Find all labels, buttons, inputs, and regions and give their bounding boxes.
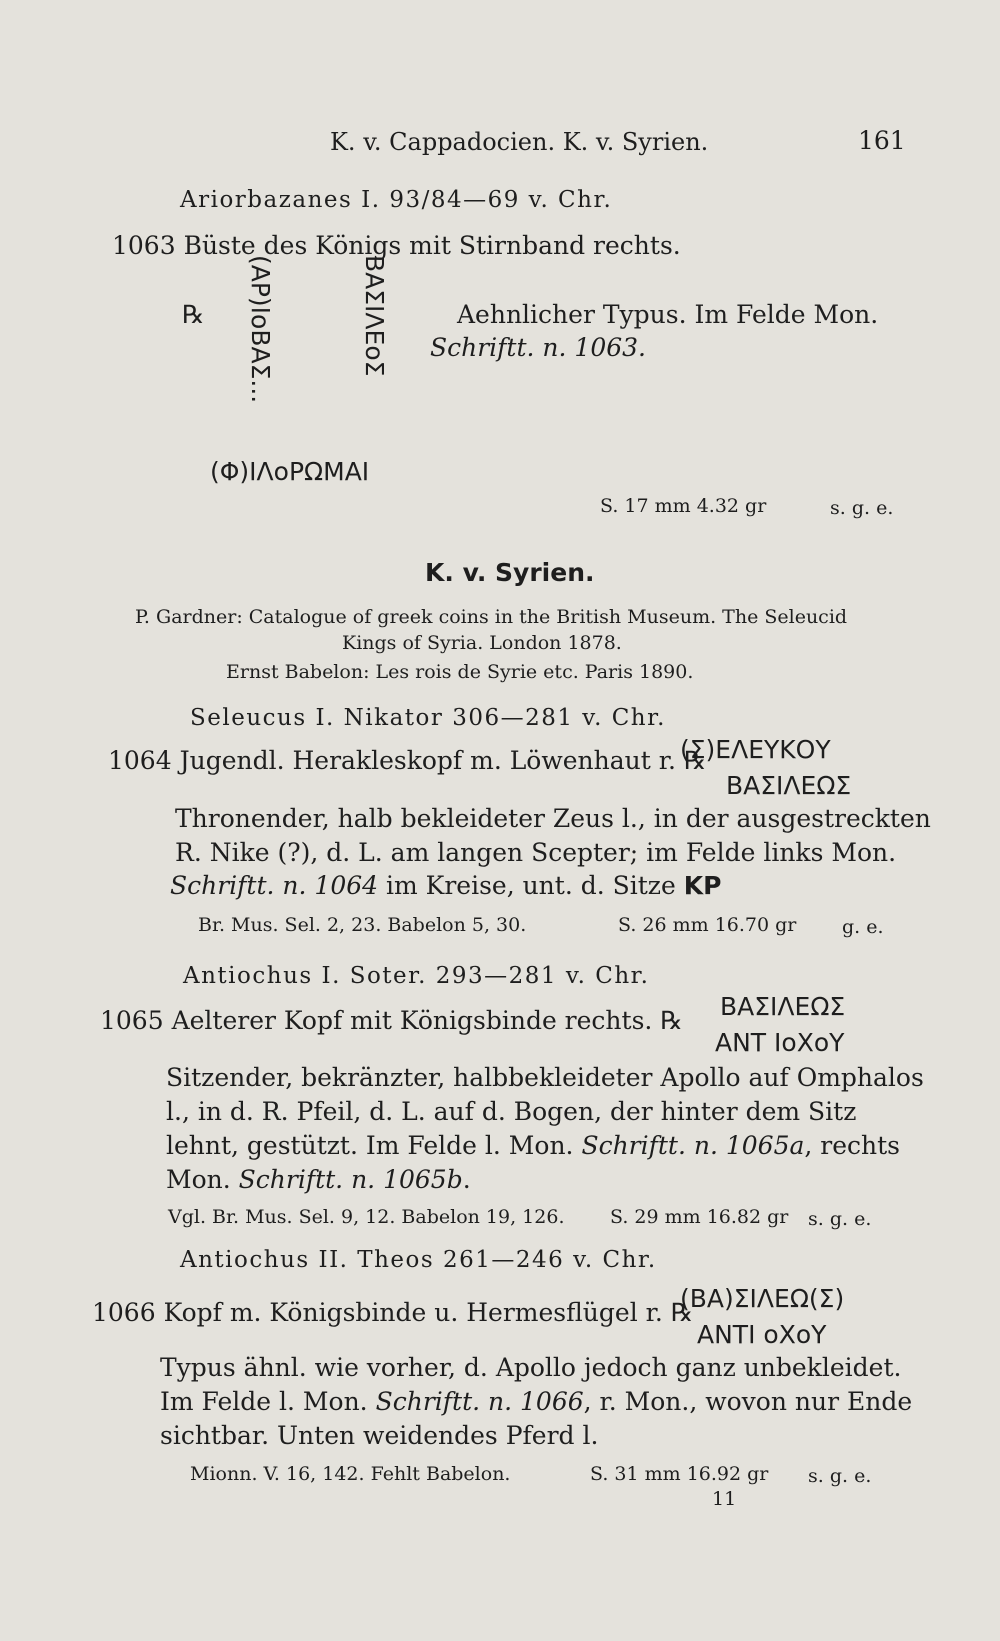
entry-number: 1063	[112, 231, 176, 260]
entry-1066-line3	[160, 1389, 912, 1414]
entry-1064-line3: R. Nike (?), d. L. am langen Scepter; im Felde links Mon.	[175, 838, 897, 867]
entry-1066-line1: 1066 Kopf m. Königsbinde u. Hermesflügel r. ℞	[92, 1298, 694, 1327]
section-title-antiochus-1: Antiochus I. Soter. 293—281 v. Chr.	[183, 963, 650, 989]
greek-mark: ΚΡ	[683, 871, 722, 900]
entry-1065-line5	[166, 1167, 471, 1192]
entry-1063-reverse-line2: Schriftt. n. 1063.	[430, 333, 646, 362]
entry-1065-greek-bottom: ΑΝΤ ΙoΧoΥ	[715, 1028, 845, 1057]
line-text: , r. Mon., wovon nur Ende	[583, 1387, 913, 1416]
entry-1064-greek-top: (Σ)ΕΛΕΥΚΟΥ	[680, 735, 831, 764]
running-title: K. v. Cappadocien. K. v. Syrien.	[330, 128, 709, 156]
line-text: lehnt, gestützt. Im Felde l. Mon.	[166, 1131, 574, 1160]
schriftt-ref: Schriftt. n. 1066	[375, 1387, 584, 1416]
entry-1063-reverse-line1: Aehnlicher Typus. Im Felde Mon.	[457, 300, 879, 329]
entry-1064-line2: Thronender, halb bekleideter Zeus l., in der ausgestreckten	[175, 804, 931, 833]
legend-left-vertical: (ΑΡ)ΙοΒΑΣ...	[246, 255, 275, 404]
schriftt-ref: Schriftt. n. 1065b	[238, 1165, 463, 1194]
legend-right-vertical: ΒΑΣΙΛΕoΣ	[360, 255, 389, 377]
entry-1065-greek-top: ΒΑΣΙΛΕΩΣ	[720, 992, 846, 1021]
entry-1064-meta-size: S. 26 mm 16.70 gr	[618, 914, 797, 936]
line-text: im Kreise, unt. d. Sitze	[386, 871, 676, 900]
entry-1066-meta: Mionn. V. 16, 142. Fehlt Babelon.	[190, 1463, 511, 1485]
line-text: .	[462, 1165, 471, 1194]
entry-1066-greek-bottom: ΑΝΤΙ oΧoΥ	[697, 1320, 827, 1349]
entry-1064-greek-bottom: ΒΑΣΙΛΕΩΣ	[726, 771, 852, 800]
reference-gardner-line2: Kings of Syria. London 1878.	[342, 632, 622, 654]
entry-1063-meta-grade: s. g. e.	[830, 497, 894, 519]
section-heading-syrien: K. v. Syrien.	[425, 558, 595, 587]
schriftt-ref: Schriftt. n. 1064	[170, 871, 379, 900]
obverse-text: Büste des Königs mit Stirnband rechts.	[183, 231, 681, 260]
section-title-antiochus-2: Antiochus II. Theos 261—246 v. Chr.	[180, 1247, 657, 1273]
schriftt-ref: Schriftt. n. 1065a	[581, 1131, 805, 1160]
entry-1063-obverse	[112, 233, 681, 258]
entry-1064-line4	[170, 873, 721, 898]
entry-1065-meta-size: S. 29 mm 16.82 gr	[610, 1206, 789, 1228]
line-text: Im Felde l. Mon.	[160, 1387, 368, 1416]
entry-1066-line2: Typus ähnl. wie vorher, d. Apollo jedoch ganz unbekleidet.	[160, 1353, 902, 1382]
entry-1065-line1: 1065 Aelterer Kopf mit Königsbinde rechts. ℞	[100, 1006, 683, 1035]
reference-gardner-line1: P. Gardner: Catalogue of greek coins in the British Museum. The Seleucid	[135, 606, 848, 628]
entry-1064-meta: Br. Mus. Sel. 2, 23. Babelon 5, 30.	[198, 914, 527, 936]
entry-1066-meta-grade: s. g. e.	[808, 1465, 872, 1487]
line-text: , rechts	[804, 1131, 901, 1160]
entry-1065-line2: Sitzender, bekränzter, halbbekleideter Apollo auf Omphalos	[166, 1063, 924, 1092]
legend-bottom: (Φ)ΙΛoΡΩΜΑΙ	[210, 457, 370, 486]
entry-1066-line4: sichtbar. Unten weidendes Pferd l.	[160, 1421, 599, 1450]
entry-1065-meta-grade: s. g. e.	[808, 1208, 872, 1230]
entry-1064-line1: 1064 Jugendl. Herakleskopf m. Löwenhaut r. ℞	[108, 746, 707, 775]
entry-1063-meta: S. 17 mm 4.32 gr	[600, 495, 767, 517]
section-title-seleucus: Seleucus I. Nikator 306—281 v. Chr.	[190, 705, 666, 731]
entry-1064-meta-grade: g. e.	[842, 916, 884, 938]
entry-1065-line4	[166, 1133, 900, 1158]
section-title-ariorbazanes: Ariorbazanes I. 93/84—69 v. Chr.	[180, 187, 613, 213]
reverse-symbol: ℞	[182, 300, 205, 329]
entry-1065-meta: Vgl. Br. Mus. Sel. 9, 12. Babelon 19, 126.	[168, 1206, 565, 1228]
signature-mark: 11	[712, 1488, 737, 1510]
entry-1065-line3: l., in d. R. Pfeil, d. L. auf d. Bogen, der hinter dem Sitz	[166, 1097, 857, 1126]
reference-babelon: Ernst Babelon: Les rois de Syrie etc. Paris 1890.	[226, 661, 694, 683]
entry-1066-greek-top: (ΒΑ)ΣΙΛΕΩ(Σ)	[680, 1284, 845, 1313]
line-text: Mon.	[166, 1165, 231, 1194]
page-number: 161	[858, 126, 906, 155]
entry-1066-meta-size: S. 31 mm 16.92 gr	[590, 1463, 769, 1485]
